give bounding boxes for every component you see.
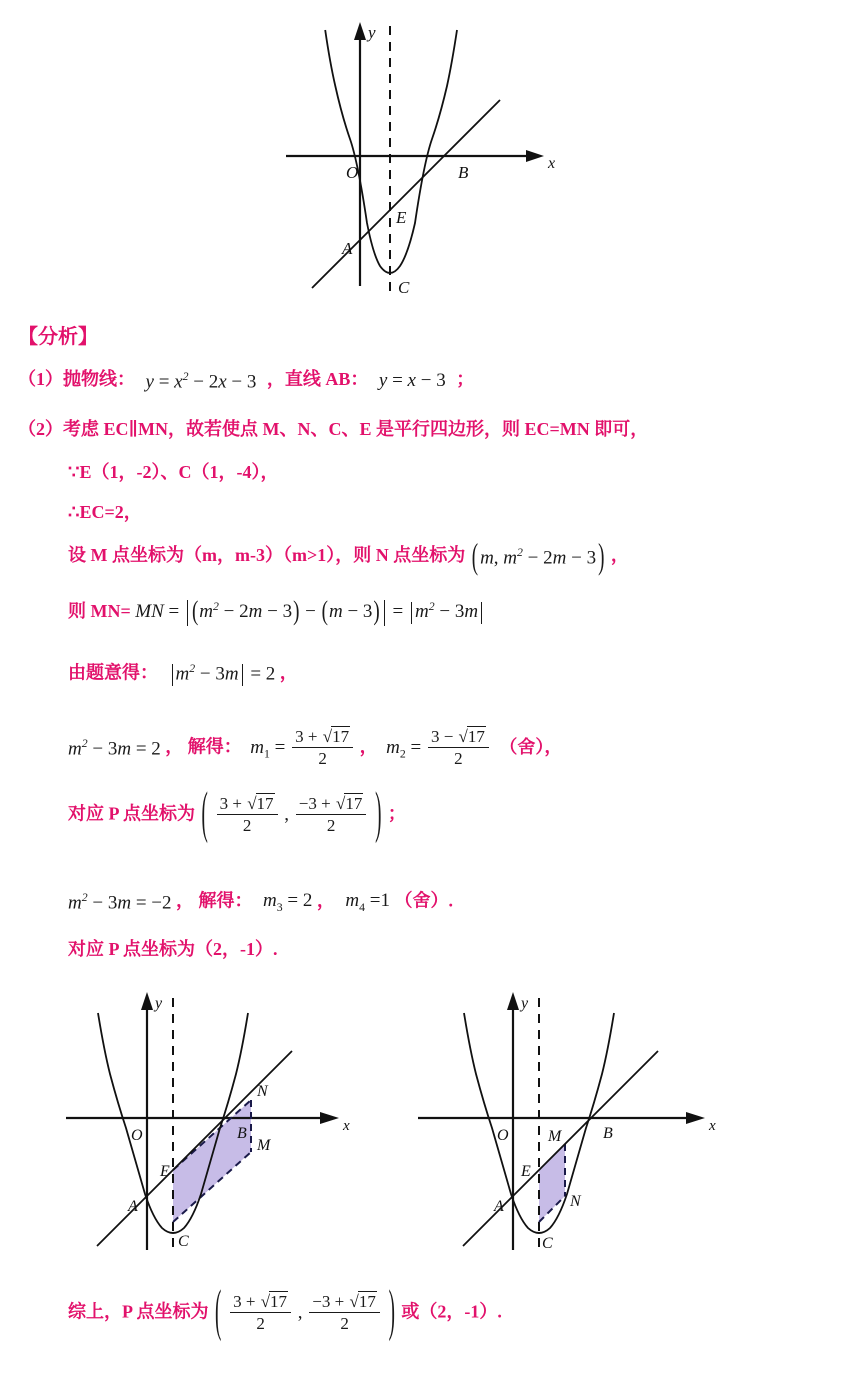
part2-line6 <box>68 663 298 686</box>
part2-line6-suffix: ， <box>279 662 298 683</box>
part2-line3: ∴EC=2， <box>68 502 142 522</box>
label-M: M <box>257 1137 271 1154</box>
analysis-heading: 【分析】 <box>18 326 98 348</box>
label-x: x <box>343 1118 350 1134</box>
case1-result-prefix: 对应 P 点坐标为 <box>68 803 196 824</box>
case1-reject: （舍） <box>499 736 545 757</box>
part2-line4 <box>68 537 629 578</box>
label-O: O <box>497 1127 509 1144</box>
x-axis <box>418 1112 705 1124</box>
label-A: A <box>494 1198 504 1215</box>
label-B: B <box>237 1125 247 1142</box>
label-O: O <box>131 1127 143 1144</box>
label-y: y <box>155 995 163 1012</box>
figure-case2 <box>418 978 728 1263</box>
part1-line <box>18 370 474 391</box>
case1-sep: ， <box>359 736 378 757</box>
case2-equation: $m^2 - 3m = -2$ <box>68 891 172 914</box>
label-A: A <box>342 239 353 258</box>
case1-equation-line <box>68 728 562 769</box>
label-x: x <box>548 155 556 172</box>
conclusion-line <box>68 1280 502 1344</box>
label-C: C <box>542 1235 553 1252</box>
case2-m4: $m_4 =1$ <box>345 890 390 914</box>
figure-case2-svg <box>418 978 728 1263</box>
case1-result-suffix: ； <box>387 803 406 824</box>
label-E: E <box>396 208 407 227</box>
part1-parabola-eq: $y = x^2 - 2x - 3$ <box>145 369 257 393</box>
label-x: x <box>709 1118 716 1134</box>
part1-line-eq: y = x − 3 <box>378 370 446 392</box>
part2-line5-label: 则 MN= <box>68 600 131 621</box>
part2-line4-text: 设 M 点坐标为（m，m-3）（m>1），则 N 点坐标为 <box>68 545 466 565</box>
conclusion-coord: ( $\frac{3 + √17}{2}$ , $\frac{-3 + √17}{2}$ ) <box>215 1280 395 1344</box>
case2-solve-label: 解得： <box>198 890 253 911</box>
label-E: E <box>160 1163 170 1180</box>
y-axis <box>354 22 366 286</box>
label-O: O <box>346 163 359 182</box>
part1-mid: ，直线 AB： <box>266 369 369 389</box>
x-axis <box>286 150 544 162</box>
label-C: C <box>398 278 410 297</box>
case1-m2: $m_2$ = $\frac{3 - √17}{2}$ <box>386 728 491 769</box>
label-E: E <box>521 1163 531 1180</box>
label-N: N <box>570 1193 581 1210</box>
case2-equation-line <box>68 891 453 914</box>
part2-line4-coord: ( m, $m^2 - 2m - 3$ ) <box>471 537 605 578</box>
part1-prefix: （1）抛物线： <box>18 369 135 389</box>
case1-solve-label: 解得： <box>187 736 242 757</box>
part2-line6-math: $m^2 - 3m = 2$ <box>169 663 276 686</box>
case2-comma: ， <box>176 890 195 911</box>
conclusion-prefix: 综上，P 点坐标为 <box>68 1301 209 1322</box>
conclusion-mid: 或（2，-1）. <box>401 1301 502 1322</box>
line-AB <box>463 1051 658 1246</box>
part1-suffix: ； <box>456 369 475 389</box>
figure-case1-svg <box>52 978 362 1263</box>
label-B: B <box>603 1125 613 1142</box>
label-y: y <box>368 23 376 42</box>
case1-result-coord: ( $\frac{3 + √17}{2}$ , $\frac{-3 + √17}{2}$ ) <box>201 782 382 846</box>
label-A: A <box>128 1198 138 1215</box>
part2-line4-suffix: ， <box>610 545 629 565</box>
figure-top-svg <box>268 8 568 308</box>
case1-equation: $m^2 - 3m = 2$ <box>68 737 161 760</box>
label-N: N <box>257 1083 268 1100</box>
figure-top-parabola <box>268 8 568 308</box>
case1-m1: $m_1$ = $\frac{3 + √17}{2}$ <box>250 728 355 769</box>
line-AB <box>312 100 500 288</box>
case2-m3: $m_3 = 2$ <box>263 890 313 914</box>
case2-result-line: 对应 P 点坐标为（2，-1）. <box>68 939 278 959</box>
label-y: y <box>521 995 529 1012</box>
case2-sep: ， <box>316 890 335 911</box>
part2-line2-text: E（1，-2）、C（1，-4）， <box>79 462 279 482</box>
case1-result-line <box>68 782 406 846</box>
parabola-curve-main <box>325 30 457 273</box>
part2-line5 <box>68 596 485 627</box>
part2-line5-math: MN = $(m^2 - 2m - 3) - (m - 3) = m^2 - 3m$ <box>135 600 485 626</box>
case2-reject: （舍） <box>394 890 449 911</box>
therefore-symbol: ∵ <box>68 462 80 482</box>
case1-end: ， <box>544 736 563 757</box>
label-B: B <box>458 163 469 182</box>
part2-line2 <box>68 463 278 481</box>
figure-case1 <box>52 978 362 1263</box>
label-M: M <box>548 1128 562 1145</box>
case1-comma: ， <box>165 736 184 757</box>
part2-line1: （2）考虑 EC∥MN，故若使点 M、N、C、E 是平行四边形，则 EC=MN 即可， <box>18 419 649 439</box>
part2-line6-label: 由题意得： <box>68 662 158 683</box>
case2-end: . <box>448 890 453 911</box>
x-axis <box>66 1112 339 1124</box>
label-C: C <box>178 1233 189 1250</box>
